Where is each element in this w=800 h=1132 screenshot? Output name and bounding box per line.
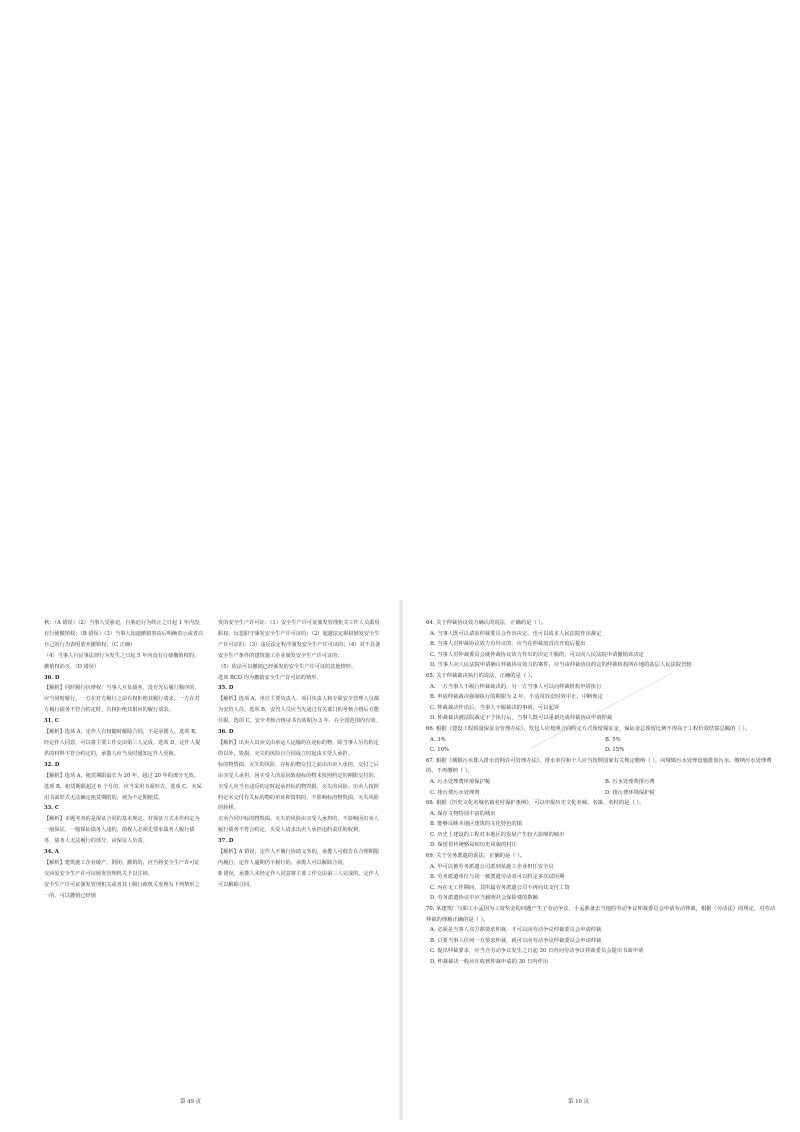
answer-number: 34. A	[44, 849, 59, 856]
question-option: D. 仲裁裁决一般应在收到仲裁申请的 30 日内作出	[430, 959, 549, 965]
explanation-paragraph: 发的安全生产许可证：（1）安全生产许可证颁发管理机关工作人员滥用职权、玩忽职守颁发安全生产许可证的；（2）超越法定职权颁发安全生产许可证的；（3）违反法定程序颁发安全生产许可证的；（4）对不具备安全生产条件的建筑施工企业颁发安全生产许可证的；	[218, 620, 381, 659]
question-option: A. 甲可以被劳务派遣公司派到某施工企业担任安全员	[430, 863, 554, 870]
explanation-paragraph: 【解析】出卖人出卖交由承运人运输的在途标的物，除当事人另有约定的以外，毁损、灭失的风险自合同成立时起由买受人承担。	[218, 739, 379, 757]
question-option: C. 历史上建设的工程对本地区的发展产生较大影响的城市	[430, 831, 565, 838]
question-option: D. 劳务派遣协议中应当载明社会保险费的数额	[430, 895, 539, 902]
left-column-1	[44, 618, 204, 902]
question-option: D. 仲裁裁决被法院裁定不予执行后，当事人既可以重新达成仲裁协议申请仲裁	[430, 715, 613, 722]
question-option: D. 15%	[605, 747, 625, 754]
right-page	[426, 618, 776, 1118]
explanation-paragraph: 安全生产许可证颁发管理机关或者其上级行政机关发现有下列情形之一的，可以撤销已经颁	[44, 881, 200, 899]
answer-number: 33. C	[44, 805, 59, 812]
answer-number: 35. D	[218, 685, 234, 692]
question-option: B. 劳务派遣单位与同一被派遣劳动者可以约定多次试用期	[430, 874, 565, 881]
question-option: D. 当事人向人民法院申请确认仲裁协议效力的案件，应当由仲裁协议约定的仲裁机构所在地的基层人民法院管辖	[430, 662, 692, 669]
question-option: B. 5%	[605, 736, 621, 743]
explanation-paragraph: （4）当事人自民事法律行为发生之日起 5 年内没有行使撤销权的，撤销权消灭。（D 错误）	[44, 652, 200, 670]
question-option: C. 仲裁裁决作出后，当事人不服裁决的事项，可以起诉	[430, 704, 560, 711]
question-option: B. 只要当事人任何一方要求仲裁，就可以向劳动争议仲裁委员会申请仲裁	[430, 937, 602, 944]
explanation-paragraph: 【解析】建筑施工企业破产、倒闭、撤销的，应当将安全生产许可证交回原安全生产许可证颁发管理机关予以注销。	[44, 859, 200, 877]
answer-number: 31. C	[44, 718, 59, 725]
question-option: C. 提出仲裁要求，应当自劳动争议发生之日起 30 日内向劳动争议仲裁委员会提出书面申请	[430, 948, 644, 955]
option-row	[426, 788, 776, 799]
question-stem: 65. 关于仲裁裁决执行的说法，正确的是（ ）。	[426, 672, 536, 679]
question-option: A. 当事人既可以请求仲裁委员会作出决定，也可以请求人民法院作出裁定	[430, 630, 602, 637]
question-option: C. 丙在无工作期间，其所属劳务派遣公司不再向其支付工资	[430, 884, 570, 891]
question-option: C. 排污费污水处理费	[430, 789, 480, 796]
explanation-paragraph: 【解析】选项 A，单位主要负责人、项目负责人和专职安全管理人员都为安管人员。选项 B，安管人员应当先通过有关部门的考核合格后方能任职。选项 C，安全考核合格证书有效期为 3 年，在全国范围内有效。	[218, 696, 381, 725]
question-stem: 70. 某建筑厂与职工小孟因为工资奖金的问题产生了劳动争议，小孟准备去当地的劳动争议仲裁委员会申请劳动仲裁，根据《劳动法》的规定，对劳动仲裁的理解正确的是（ ）。	[426, 906, 776, 923]
question-stem: 69. 关于劳务派遣的说法，正确的是（ ）。	[426, 853, 526, 860]
question-option: A. 3%	[430, 736, 446, 743]
answer-number: 32. D	[44, 761, 60, 768]
question-option: A. 一方当事人不履行仲裁裁决的，另一方当事人可以向仲裁机构申请执行	[430, 683, 602, 690]
left-column-2	[218, 618, 383, 891]
explanation-paragraph: 秋：（A 错误）（2）当事人受胁迫，自胁迫行为终止之日起 1 年内没有行使撤销权；（B 错误）（3）当事人知道撤销事由后明确表示或者以自己的行为表明放弃撤销权；（C 正确）	[44, 620, 204, 648]
option-row	[426, 777, 776, 788]
question-option: B. 申请仲裁裁决强制执行的期限为 2 年，不适用诉讼时效中止、中断规定	[430, 694, 603, 701]
right-page-number: 第 10 页	[568, 1099, 590, 1105]
explanation-paragraph: B 错误，承揽人未经定作人同意将主要工作交由第三人完成的，定作人可以解除合同。	[218, 870, 380, 888]
question-option: A. 污水处理费环境保护税	[430, 778, 491, 785]
option-row	[426, 735, 776, 746]
question-stem: 68. 根据《历史文化名城名镇名村保护条例》，可以申报历史文化名城、名镇、名村的是（ ）。	[426, 800, 645, 807]
answer-number: 36. D	[218, 729, 234, 736]
question-option: C. 10%	[430, 747, 450, 754]
explanation-paragraph: 【解析】选项 A，定作人有权随时解除合同，不是承揽人。选项 B，经定作人同意，可以将主要工作交由第三人完成。选项 D，定作人提供的材料不符合约定的，承揽人应当及时通知定作人更换。	[44, 729, 201, 757]
question-option: D. 排污费环境保护税	[605, 789, 655, 796]
question-option: A. 必须是当事人双方都要求仲裁，才可以向劳动争议仲裁委员会申请仲裁	[430, 927, 602, 934]
explanation-paragraph: 买卖合同中标的物毁损、灭失的风险由买受人承担的，不影响因出卖人履行债务不符合约定，买受人请求出卖人承担违约责任的权利。	[218, 816, 379, 834]
question-stem: 64. 关于仲裁协议效力确认的说法，正确的是（ ）。	[426, 620, 547, 626]
question-option: B. 污水处理费排污费	[605, 778, 655, 785]
explanation-paragraph: 选项 BCD 均为撤销安全生产许可证的情形。	[218, 674, 322, 681]
question-option: B. 能够反映本地区建筑的文化特色的镇	[430, 821, 523, 828]
option-row	[426, 745, 776, 756]
explanation-paragraph: 标的物毁损、灭失的风险，在标的物交付之前由出卖人承担，交付之后由买受人承担。因买受人的原因致使标的物未按照约定的期限交付的，买受人应当自违反约定时起承担标的物毁损、灭失的风险。出卖人按照约定未交付有关标的物的单证和资料的，不影响标的物毁损、灭失风险的转移。	[218, 761, 379, 812]
page-gutter	[399, 600, 403, 1120]
explanation-paragraph: 【解析】A 错误，定作人不履行协助义务的，承揽人可催告在合理期限内履行，定作人逾期仍不履行的，承揽人可以解除合同。	[218, 849, 380, 866]
left-page	[44, 618, 394, 1118]
explanation-paragraph: 【解析】本题考查的是保证合同的基本规定。对保证方式未作约定为一般保证。一般保证债务人违约，债权人必须先要求债务人履行债务，债务人无法履行的部分，由保证人负责。	[44, 816, 200, 845]
question-option: D. 保留着传统格局和历史风貌的村庄	[430, 842, 517, 849]
explanation-paragraph: （5）依法可以撤销已经颁发的安全生产许可证的其他情形。	[218, 663, 357, 670]
explanation-paragraph: 【解析】选项 A，租赁期限最长为 20 年，超过 20 年的部分无效。选项 B，租赁期限超过 6 个月的，应当采用书面形式。选项 C，未采用书面形式无法确定租赁期限的，视为不定期租赁。	[44, 772, 202, 801]
question-stem: 67. 根据《城镇污水排入排水管网许可管理办法》，排水单位和个人应当按照国家有关规定缴纳（ ）。向城镇污水处理设施排放污水，缴纳污水处理费的，不再缴纳（ ）。	[426, 757, 772, 775]
question-list	[426, 618, 776, 968]
question-stem: 66. 根据《建设工程质量保证金管理办法》，发包人应按照合同约定方式预留保证金，保证金总预留比例不得高于工程价款结算总额的（ ）。	[426, 725, 751, 732]
left-page-number: 第 49 页	[180, 1099, 202, 1105]
question-option: C. 当事人对仲裁委员会就仲裁协议效力作出的决定不服的，可以向人民法院申请撤销该决定	[430, 651, 644, 658]
answer-number: 30. D	[44, 674, 60, 681]
question-option: A. 保存文物特别丰富的城市	[430, 810, 496, 817]
explanation-paragraph: 【解析】同时履行抗辩权：当事人互负债务，没有先后履行顺序的，应当同时履行。一方在对方履行之前有权拒绝其履行请求。一方在对方履行债务不符合约定时，有权拒绝其相应的履行请求。	[44, 685, 200, 714]
question-option: B. 当事人对仲裁协议效力有异议的，应当在仲裁庭首次开庭后提出	[430, 641, 586, 648]
answer-number: 37. D	[218, 838, 234, 845]
